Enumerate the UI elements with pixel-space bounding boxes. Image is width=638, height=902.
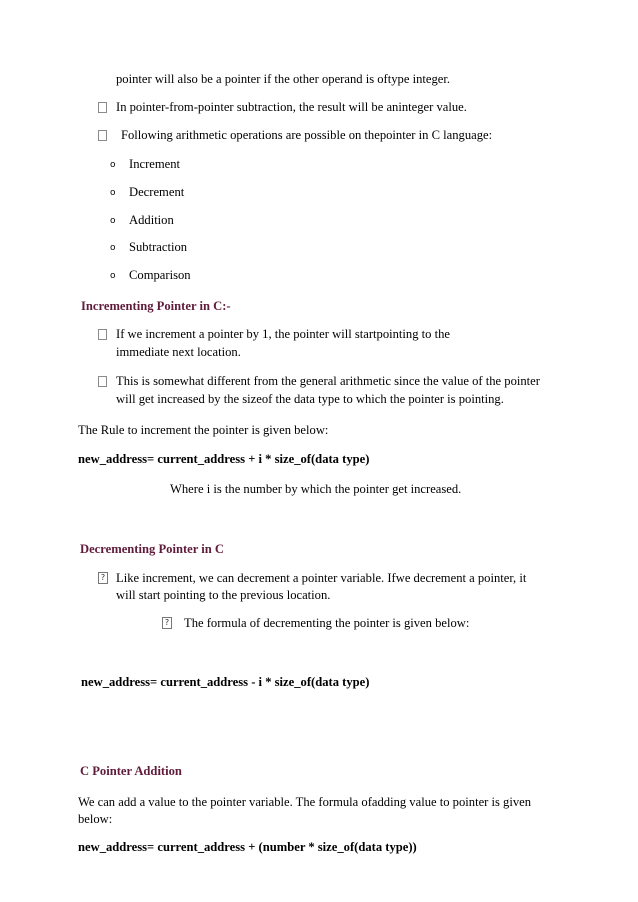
bullet-text: This is somewhat different from the general arithmetic since the value of the pointer <box>116 374 540 388</box>
operation-item: Comparison <box>129 268 191 282</box>
bullet-square-icon <box>98 130 107 141</box>
bullet-text: The formula of decrementing the pointer is given below: <box>184 616 470 630</box>
bullet-text-continued: immediate next location. <box>116 345 241 359</box>
sub-bullet-marker: o <box>110 160 116 170</box>
section-heading-decrement: Decrementing Pointer in C <box>80 542 224 556</box>
rule-intro: The Rule to increment the pointer is given below: <box>78 423 329 437</box>
sub-bullet-marker: o <box>110 188 116 198</box>
operation-item: Decrement <box>129 185 185 199</box>
bullet-square-icon <box>98 329 107 340</box>
operation-item: Subtraction <box>129 240 188 254</box>
bullet-text-continued: will get increased by the sizeof the data type to which the pointer is pointing. <box>116 392 504 406</box>
section-heading-increment: Incrementing Pointer in C:- <box>81 299 231 313</box>
bullet-square-icon <box>98 102 107 113</box>
addition-text-continued: below: <box>78 812 113 826</box>
bullet-text: If we increment a pointer by 1, the pointer will startpointing to the <box>116 327 450 341</box>
sub-bullet-marker: o <box>110 216 116 226</box>
bullet-missing-glyph-icon: ? <box>98 572 108 584</box>
addition-text: We can add a value to the pointer variable. The formula ofadding value to pointer is given <box>78 795 532 809</box>
sub-bullet-marker: o <box>110 243 116 253</box>
bullet-text: Following arithmetic operations are possible on thepointer in C language: <box>121 128 493 142</box>
decrement-formula: new_address= current_address - i * size_of(data type) <box>81 675 370 689</box>
addition-formula: new_address= current_address + (number * size_of(data type)) <box>78 840 417 854</box>
intro-line: pointer will also be a pointer if the other operand is oftype integer. <box>116 72 450 86</box>
bullet-text: In pointer-from-pointer subtraction, the result will be aninteger value. <box>116 100 467 114</box>
bullet-missing-glyph-icon: ? <box>162 617 172 629</box>
operation-item: Addition <box>129 213 174 227</box>
formula-note: Where i is the number by which the pointer get increased. <box>170 482 462 496</box>
increment-formula: new_address= current_address + i * size_of(data type) <box>78 452 370 466</box>
bullet-text-continued: will start pointing to the previous location. <box>116 588 331 602</box>
bullet-text: Like increment, we can decrement a pointer variable. Ifwe decrement a pointer, it <box>116 571 527 585</box>
bullet-square-icon <box>98 376 107 387</box>
section-heading-addition: C Pointer Addition <box>80 764 182 778</box>
operation-item: Increment <box>129 157 181 171</box>
sub-bullet-marker: o <box>110 271 116 281</box>
